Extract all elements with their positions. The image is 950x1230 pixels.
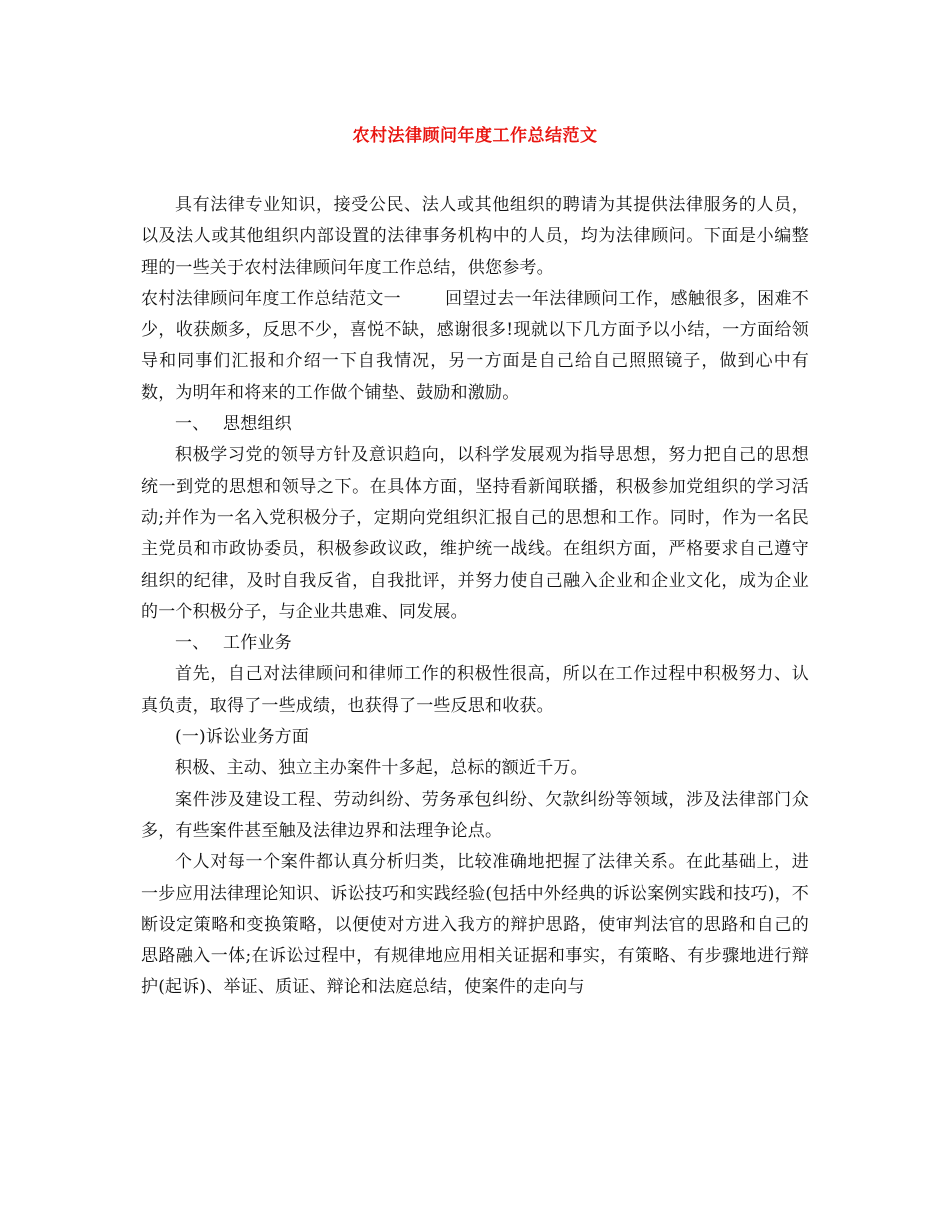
heading-work-business: [141, 628, 809, 659]
heading-text: 工作业务: [223, 633, 292, 654]
analysis-paragraph: 个人对每一个案件都认真分析归类，比较准确地把握了法律关系。在此基础上，进一步应用法律理论知识、诉讼技巧和实践经验(包括中外经典的诉讼案例实践和技巧)，不断设定策略和变换策略，以便使对方进入我方的辩护思路，使审判法官的思路和自己的思路融入一体;在诉讼过程中，有规律地应用相关证据和事实，有策略、有步骤地进行辩护(起诉)、举证、质证、辩论和法庭总结，使案件的走向与: [141, 852, 809, 998]
cases-count-paragraph: 积极、主动、独立主办案件十多起，总标的额近千万。: [175, 758, 588, 779]
heading-number: 一、: [175, 414, 210, 435]
document-title: 农村法律顾问年度工作总结范文: [352, 126, 598, 146]
section-paragraph: [141, 284, 809, 409]
heading-text: 思想组织: [223, 414, 292, 435]
section-title: 农村法律顾问年度工作总结范文一: [141, 288, 401, 309]
cases-fields-paragraph: 案件涉及建设工程、劳动纠纷、劳务承包纠纷、欠款纠纷等领域，涉及法律部门众多，有些案件甚至触及法律边界和法理争论点。: [141, 789, 809, 841]
heading-number: 一、: [175, 633, 210, 654]
litigation-subheading: (一)诉讼业务方面: [175, 727, 310, 748]
section-opening: 回望过去一年法律顾问工作，感触很多，困难不少，收获颇多，反思不少，喜悦不缺，感谢很多!现就以下几方面予以小结，一方面给领导和同事们汇报和介绍一下自我情况，另一方面是自己给自己照照镜子，做到心中有数，为明年和将来的工作做个铺垫、鼓励和激励。: [141, 288, 809, 403]
work-paragraph: 首先，自己对法律顾问和律师工作的积极性很高，所以在工作过程中积极努力、认真负责，取得了一些成绩，也获得了一些反思和收获。: [141, 664, 809, 716]
intro-paragraph: 具有法律专业知识，接受公民、法人或其他组织的聘请为其提供法律服务的人员，以及法人或其他组织内部设置的法律事务机构中的人员，均为法律顾问。下面是小编整理的一些关于农村法律顾问年度工作总结，供您参考。: [141, 195, 809, 278]
thought-paragraph: 积极学习党的领导方针及意识趋向，以科学发展观为指导思想，努力把自己的思想统一到党的思想和领导之下。在具体方面，坚持看新闻联播，积极参加党组织的学习活动;并作为一名入党积极分子，定期向党组织汇报自己的思想和工作。同时，作为一名民主党员和市政协委员，积极参政议政，维护统一战线。在组织方面，严格要求自己遵守组织的纪律，及时自我反省，自我批评，并努力使自己融入企业和企业文化，成为企业的一个积极分子，与企业共患难、同发展。: [141, 445, 809, 622]
heading-thought-organization: [141, 409, 809, 440]
document-body: [141, 190, 809, 1004]
